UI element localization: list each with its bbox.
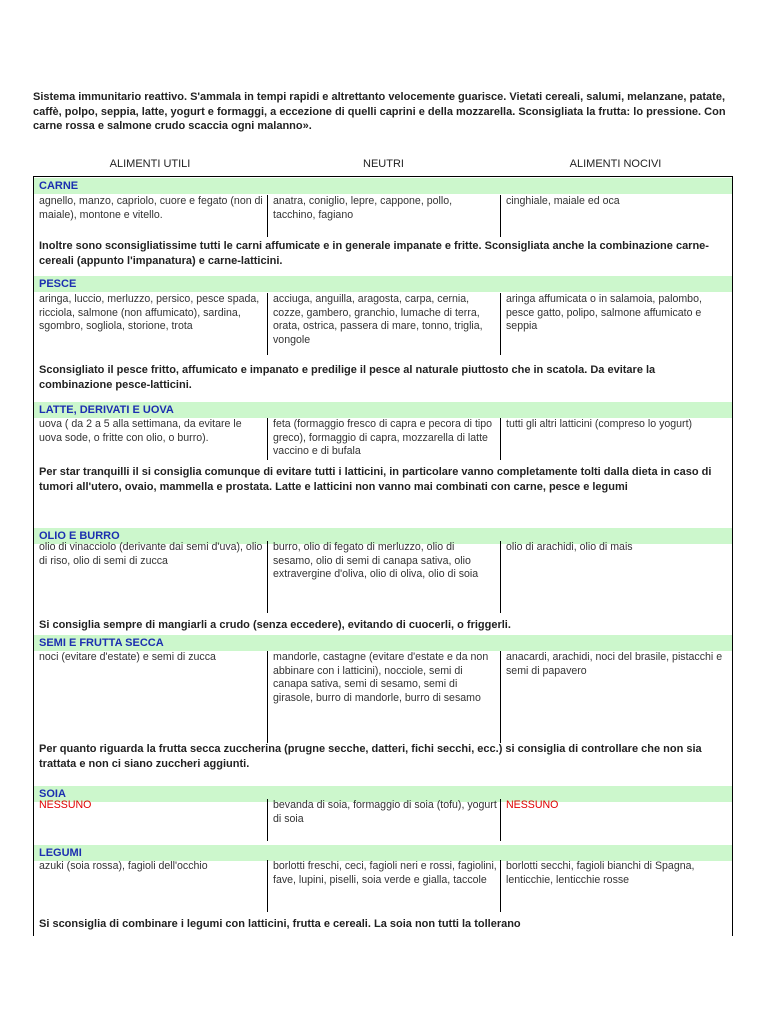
cell-utili: noci (evitare d'estate) e semi di zucca (34, 651, 268, 743)
column-header-utili: ALIMENTI UTILI (109, 158, 191, 170)
cell-neutri: borlotti freschi, ceci, fagioli neri e rossi, fagiolini, fave, lupini, piselli, soia verde e gialla, taccole (268, 860, 501, 912)
section-title: SEMI E FRUTTA SECCA (34, 635, 732, 651)
cell-utili: aringa, luccio, merluzzo, persico, pesce spada, ricciola, salmone (non affumicato), sardina, sgombro, sogliola, storione, trota (34, 293, 268, 355)
cell-nocivi: tutti gli altri latticini (compreso lo yogurt) (506, 418, 693, 430)
section-title: SOIA (34, 786, 732, 802)
table-row (34, 651, 732, 743)
section-note: Si sconsiglia di combinare i legumi con latticini, frutta e cereali. La soia non tutti la tollerano (39, 918, 521, 930)
table-row (34, 418, 732, 460)
section-title: OLIO E BURRO (34, 528, 732, 544)
section-title: CARNE (34, 178, 732, 194)
cell-utili: azuki (soia rossa), fagioli dell'occhio (34, 860, 268, 912)
table-row (34, 541, 732, 613)
section-note: Si consiglia sempre di mangiarli a crudo (senza eccedere), evitando di cuocerli, o friggerli. (39, 619, 511, 631)
table-row (34, 860, 732, 912)
section-note: Sconsigliato il pesce fritto, affumicato e impanato e predilige il pesce al naturale piuttosto che in scatola. Da evitare la combinazione pesce-latticini. (39, 364, 656, 391)
table-row (34, 799, 732, 841)
cell-neutri: mandorle, castagne (evitare d'estate e da non abbinare con i latticini), nocciole, semi di canapa sativa, semi di sesamo, semi di girasole, burro di mandorle, burro di sesamo (268, 651, 501, 743)
cell-neutri: burro, olio di fegato di merluzzo, olio di sesamo, olio di semi di canapa sativa, olio extravergine d'oliva, olio di oliva, olio di soia (268, 541, 501, 613)
cell-utili: uova ( da 2 a 5 alla settimana, da evitare le uova sode, o fritte con olio, o burro). (34, 418, 268, 460)
cell-neutri: anatra, coniglio, lepre, cappone, pollo, tacchino, fagiano (268, 195, 501, 237)
cell-nocivi: anacardi, arachidi, noci del brasile, pistacchi e semi di papavero (506, 651, 723, 677)
column-header-neutri: NEUTRI (363, 158, 404, 170)
cell-nocivi: cinghiale, maiale ed oca (506, 195, 620, 207)
section-note: Inoltre sono sconsigliatissime tutti le carni affumicate e in generale impanate e fritte. Sconsigliata anche la combinazione carne-cereali (appunto l'impanatura) e carne-latticini. (39, 240, 709, 267)
cell-nocivi: borlotti secchi, fagioli bianchi di Spagna, lenticchie, lenticchie rosse (506, 860, 695, 886)
cell-neutri: bevanda di soia, formaggio di soia (tofu), yogurt di soia (268, 799, 501, 841)
column-header-nocivi: ALIMENTI NOCIVI (569, 158, 662, 170)
cell-nocivi: aringa affumicata o in salamoia, palombo, pesce gatto, polipo, salmone affumicato e seppia (506, 293, 702, 332)
section-title: LATTE, DERIVATI E UOVA (34, 402, 732, 418)
section-note: Per quanto riguarda la frutta secca zuccherina (prugne secche, datteri, fichi secchi, ecc.) si consiglia di controllare che non sia trattata e non ci siano zuccheri aggiunti. (39, 743, 702, 770)
cell-neutri: feta (formaggio fresco di capra e pecora di tipo greco), formaggio di capra, mozzarella di latte vaccino e di bufala (268, 418, 501, 460)
cell-nocivi: olio di arachidi, olio di mais (506, 541, 633, 553)
cell-utili: olio di vinacciolo (derivante dai semi d'uva), olio di riso, olio di semi di zucca (34, 541, 268, 613)
table-row (34, 293, 732, 355)
section-title: PESCE (34, 276, 732, 292)
cell-nocivi: NESSUNO (506, 799, 559, 811)
intro-paragraph: Sistema immunitario reattivo. S'ammala in tempi rapidi e altrettanto velocemente guarisce. Vietati cereali, salumi, melanzane, patate, caffè, polpo, seppia, latte, yogurt e formaggi, a eccezione di quelli caprini e della mozzarella. Sconsigliata la frutta: lo pressione. Con carne rossa e salmone crudo scaccia ogni malanno». (33, 91, 726, 132)
cell-neutri: acciuga, anguilla, aragosta, carpa, cernia, cozze, gambero, granchio, lumache di terra, orata, ostrica, passera di mare, tonno, triglia, vongole (268, 293, 501, 355)
section-title: LEGUMI (34, 845, 732, 861)
cell-utili: agnello, manzo, capriolo, cuore e fegato (non di maiale), montone e vitello. (34, 195, 268, 237)
table-row (34, 195, 732, 237)
cell-utili: NESSUNO (34, 799, 268, 841)
food-table (33, 176, 733, 936)
section-note: Per star tranquilli il si consiglia comunque di evitare tutti i latticini, in particolare vanno completamente tolti dalla dieta in caso di tumori all'utero, ovaio, mammella e prostata. Latte e latticini non vanno mai combinati con carne, pesce e legumi (39, 466, 712, 493)
